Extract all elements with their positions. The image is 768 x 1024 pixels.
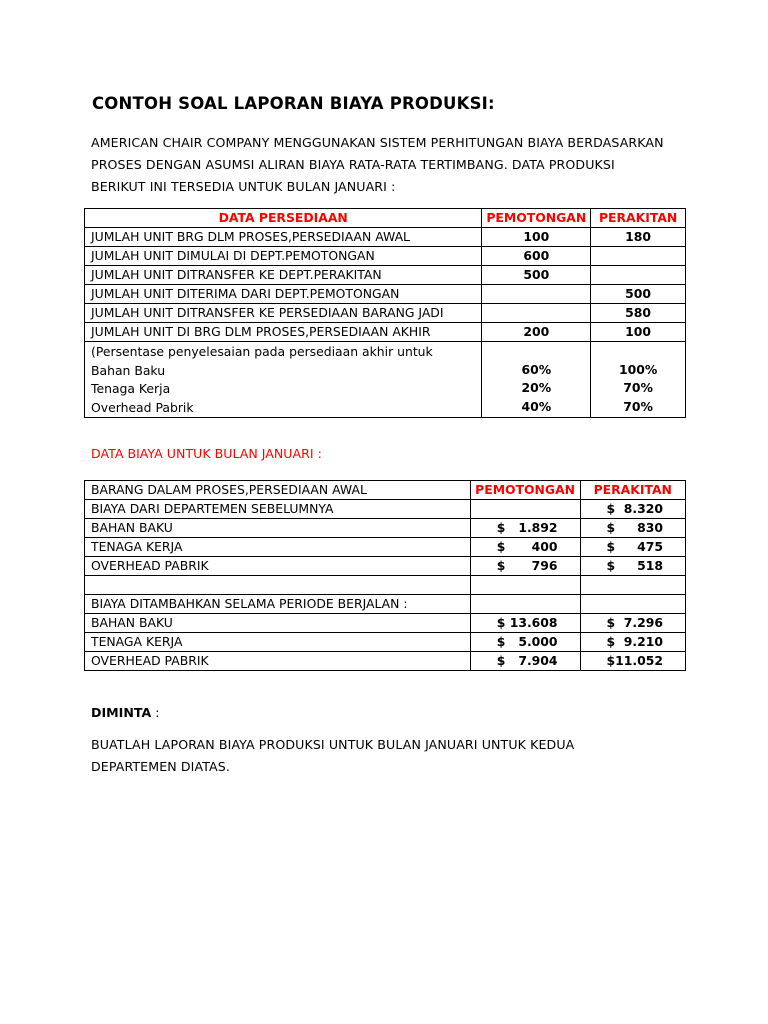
table-row xyxy=(85,633,686,652)
pemotongan-percent: 40% xyxy=(521,398,552,414)
cost-amount: 1.892 xyxy=(518,520,558,535)
currency-symbol: $ xyxy=(606,539,616,554)
currency-symbol: $ xyxy=(496,634,506,649)
perakitan-cost xyxy=(580,576,685,595)
diminta-label: DIMINTA xyxy=(91,705,152,720)
currency-symbol: $ xyxy=(606,653,616,668)
completion-row xyxy=(85,342,686,418)
pemotongan-cost xyxy=(470,633,580,652)
table-row xyxy=(85,652,686,671)
header-barang-dalam-proses: BARANG DALAM PROSES,PERSEDIAAN AWAL xyxy=(85,481,471,500)
perakitan-percent: 100% xyxy=(618,361,658,377)
table-row xyxy=(85,576,686,595)
cost-amount: 518 xyxy=(637,558,663,573)
completion-labels xyxy=(85,342,482,418)
cost-data-table xyxy=(84,480,686,671)
row-label: JUMLAH UNIT DIMULAI DI DEPT.PEMOTONGAN xyxy=(85,247,482,266)
pemotongan-cost xyxy=(470,652,580,671)
pemotongan-cost xyxy=(470,614,580,633)
perakitan-cost xyxy=(580,595,685,614)
table-row xyxy=(85,304,686,323)
perakitan-value xyxy=(591,266,686,285)
perakitan-cost xyxy=(580,614,685,633)
row-label: BIAYA DARI DEPARTEMEN SEBELUMNYA xyxy=(85,500,471,519)
perakitan-value: 580 xyxy=(591,304,686,323)
pemotongan-value xyxy=(482,285,591,304)
row-label xyxy=(85,576,471,595)
pemotongan-cost xyxy=(470,595,580,614)
header-perakitan: PERAKITAN xyxy=(591,209,686,228)
perakitan-cost xyxy=(580,652,685,671)
currency-symbol: $ xyxy=(606,520,616,535)
perakitan-cost xyxy=(580,519,685,538)
cost-amount: 830 xyxy=(637,520,663,535)
currency-symbol: $ xyxy=(606,558,616,573)
task-line: BUATLAH LAPORAN BIAYA PRODUKSI UNTUK BULAN JANUARI UNTUK KEDUA xyxy=(91,737,575,752)
pemotongan-percent: 60% xyxy=(521,361,552,377)
currency-symbol: $ xyxy=(606,501,616,516)
table-row xyxy=(85,557,686,576)
cost-amount: 475 xyxy=(637,539,663,554)
table-row xyxy=(85,500,686,519)
table-row xyxy=(85,538,686,557)
pemotongan-cost xyxy=(470,500,580,519)
header-data-persediaan: DATA PERSEDIAAN xyxy=(85,209,482,228)
pemotongan-cost xyxy=(470,576,580,595)
completion-item-label: Tenaga Kerja xyxy=(91,381,171,396)
currency-symbol: $ xyxy=(606,615,616,630)
perakitan-cost xyxy=(580,500,685,519)
completion-item-label: Overhead Pabrik xyxy=(91,399,194,415)
perakitan-value: 100 xyxy=(591,323,686,342)
cost-rows xyxy=(85,500,686,671)
perakitan-value: 180 xyxy=(591,228,686,247)
completion-item-label: Bahan Baku xyxy=(91,362,166,378)
table-row xyxy=(85,519,686,538)
intro-line: BERIKUT INI TERSEDIA UNTUK BULAN JANUARI : xyxy=(91,179,396,194)
cost-amount: 400 xyxy=(531,539,558,554)
pemotongan-value: 200 xyxy=(482,323,591,342)
table-row xyxy=(85,595,686,614)
table-row xyxy=(85,266,686,285)
intro-paragraph xyxy=(91,132,701,198)
perakitan-cost xyxy=(580,633,685,652)
currency-symbol: $ xyxy=(606,634,616,649)
header-pemotongan: PEMOTONGAN xyxy=(470,481,580,500)
completion-pemotongan xyxy=(482,342,591,418)
page-title: CONTOH SOAL LAPORAN BIAYA PRODUKSI: xyxy=(92,94,495,113)
perakitan-cost xyxy=(580,557,685,576)
cost-amount: 9.210 xyxy=(623,634,663,649)
cost-amount: 7.296 xyxy=(623,615,663,630)
table-header-row xyxy=(85,481,686,500)
row-label: JUMLAH UNIT DI BRG DLM PROSES,PERSEDIAAN AKHIR xyxy=(85,323,482,342)
cost-amount: 5.000 xyxy=(518,634,558,649)
cost-data-heading: DATA BIAYA UNTUK BULAN JANUARI : xyxy=(91,446,322,461)
table-row xyxy=(85,323,686,342)
cost-amount: 11.052 xyxy=(615,653,663,668)
perakitan-value: 500 xyxy=(591,285,686,304)
perakitan-cost xyxy=(580,538,685,557)
row-label: TENAGA KERJA xyxy=(85,633,471,652)
cost-amount: 13.608 xyxy=(509,615,558,630)
row-label: TENAGA KERJA xyxy=(85,538,471,557)
pemotongan-value: 500 xyxy=(482,266,591,285)
completion-caption: (Persentase penyelesaian pada persediaan akhir untuk xyxy=(91,344,433,359)
completion-perakitan xyxy=(591,342,686,418)
row-label: JUMLAH UNIT DITRANSFER KE DEPT.PERAKITAN xyxy=(85,266,482,285)
perakitan-percent: 70% xyxy=(623,398,653,414)
intro-line: AMERICAN CHAIR COMPANY MENGGUNAKAN SISTEM PERHITUNGAN BIAYA BERDASARKAN xyxy=(91,135,664,150)
table-header-row xyxy=(85,209,686,228)
pemotongan-cost xyxy=(470,557,580,576)
intro-line: PROSES DENGAN ASUMSI ALIRAN BIAYA RATA-RATA TERTIMBANG. DATA PRODUKSI xyxy=(91,157,615,172)
pemotongan-cost xyxy=(470,538,580,557)
diminta-heading xyxy=(91,705,160,720)
row-label: JUMLAH UNIT DITERIMA DARI DEPT.PEMOTONGAN xyxy=(85,285,482,304)
cost-amount: 8.320 xyxy=(623,501,663,516)
header-pemotongan: PEMOTONGAN xyxy=(482,209,591,228)
pemotongan-value: 100 xyxy=(482,228,591,247)
row-label: OVERHEAD PABRIK xyxy=(85,557,471,576)
inventory-data-table xyxy=(84,208,686,418)
task-line: DEPARTEMEN DIATAS. xyxy=(91,759,230,774)
table-row xyxy=(85,228,686,247)
currency-symbol: $ xyxy=(496,539,506,554)
cost-amount: 796 xyxy=(531,558,558,573)
currency-symbol: $ xyxy=(496,615,506,630)
row-label: BIAYA DITAMBAHKAN SELAMA PERIODE BERJALAN : xyxy=(85,595,471,614)
row-label: OVERHEAD PABRIK xyxy=(85,652,471,671)
table-row xyxy=(85,285,686,304)
currency-symbol: $ xyxy=(496,520,506,535)
pemotongan-value xyxy=(482,304,591,323)
pemotongan-value: 600 xyxy=(482,247,591,266)
pemotongan-percent: 20% xyxy=(521,380,552,395)
perakitan-percent: 70% xyxy=(623,380,653,395)
row-label: BAHAN BAKU xyxy=(85,519,471,538)
cost-amount: 7.904 xyxy=(518,653,558,668)
row-label: JUMLAH UNIT DITRANSFER KE PERSEDIAAN BARANG JADI xyxy=(85,304,482,323)
row-label: JUMLAH UNIT BRG DLM PROSES,PERSEDIAAN AWAL xyxy=(85,228,482,247)
table-row xyxy=(85,614,686,633)
diminta-colon: : xyxy=(151,705,160,720)
task-paragraph xyxy=(91,734,701,778)
pemotongan-cost xyxy=(470,519,580,538)
row-label: BAHAN BAKU xyxy=(85,614,471,633)
currency-symbol: $ xyxy=(496,653,506,668)
perakitan-value xyxy=(591,247,686,266)
currency-symbol: $ xyxy=(496,558,506,573)
table-row xyxy=(85,247,686,266)
header-perakitan: PERAKITAN xyxy=(580,481,685,500)
